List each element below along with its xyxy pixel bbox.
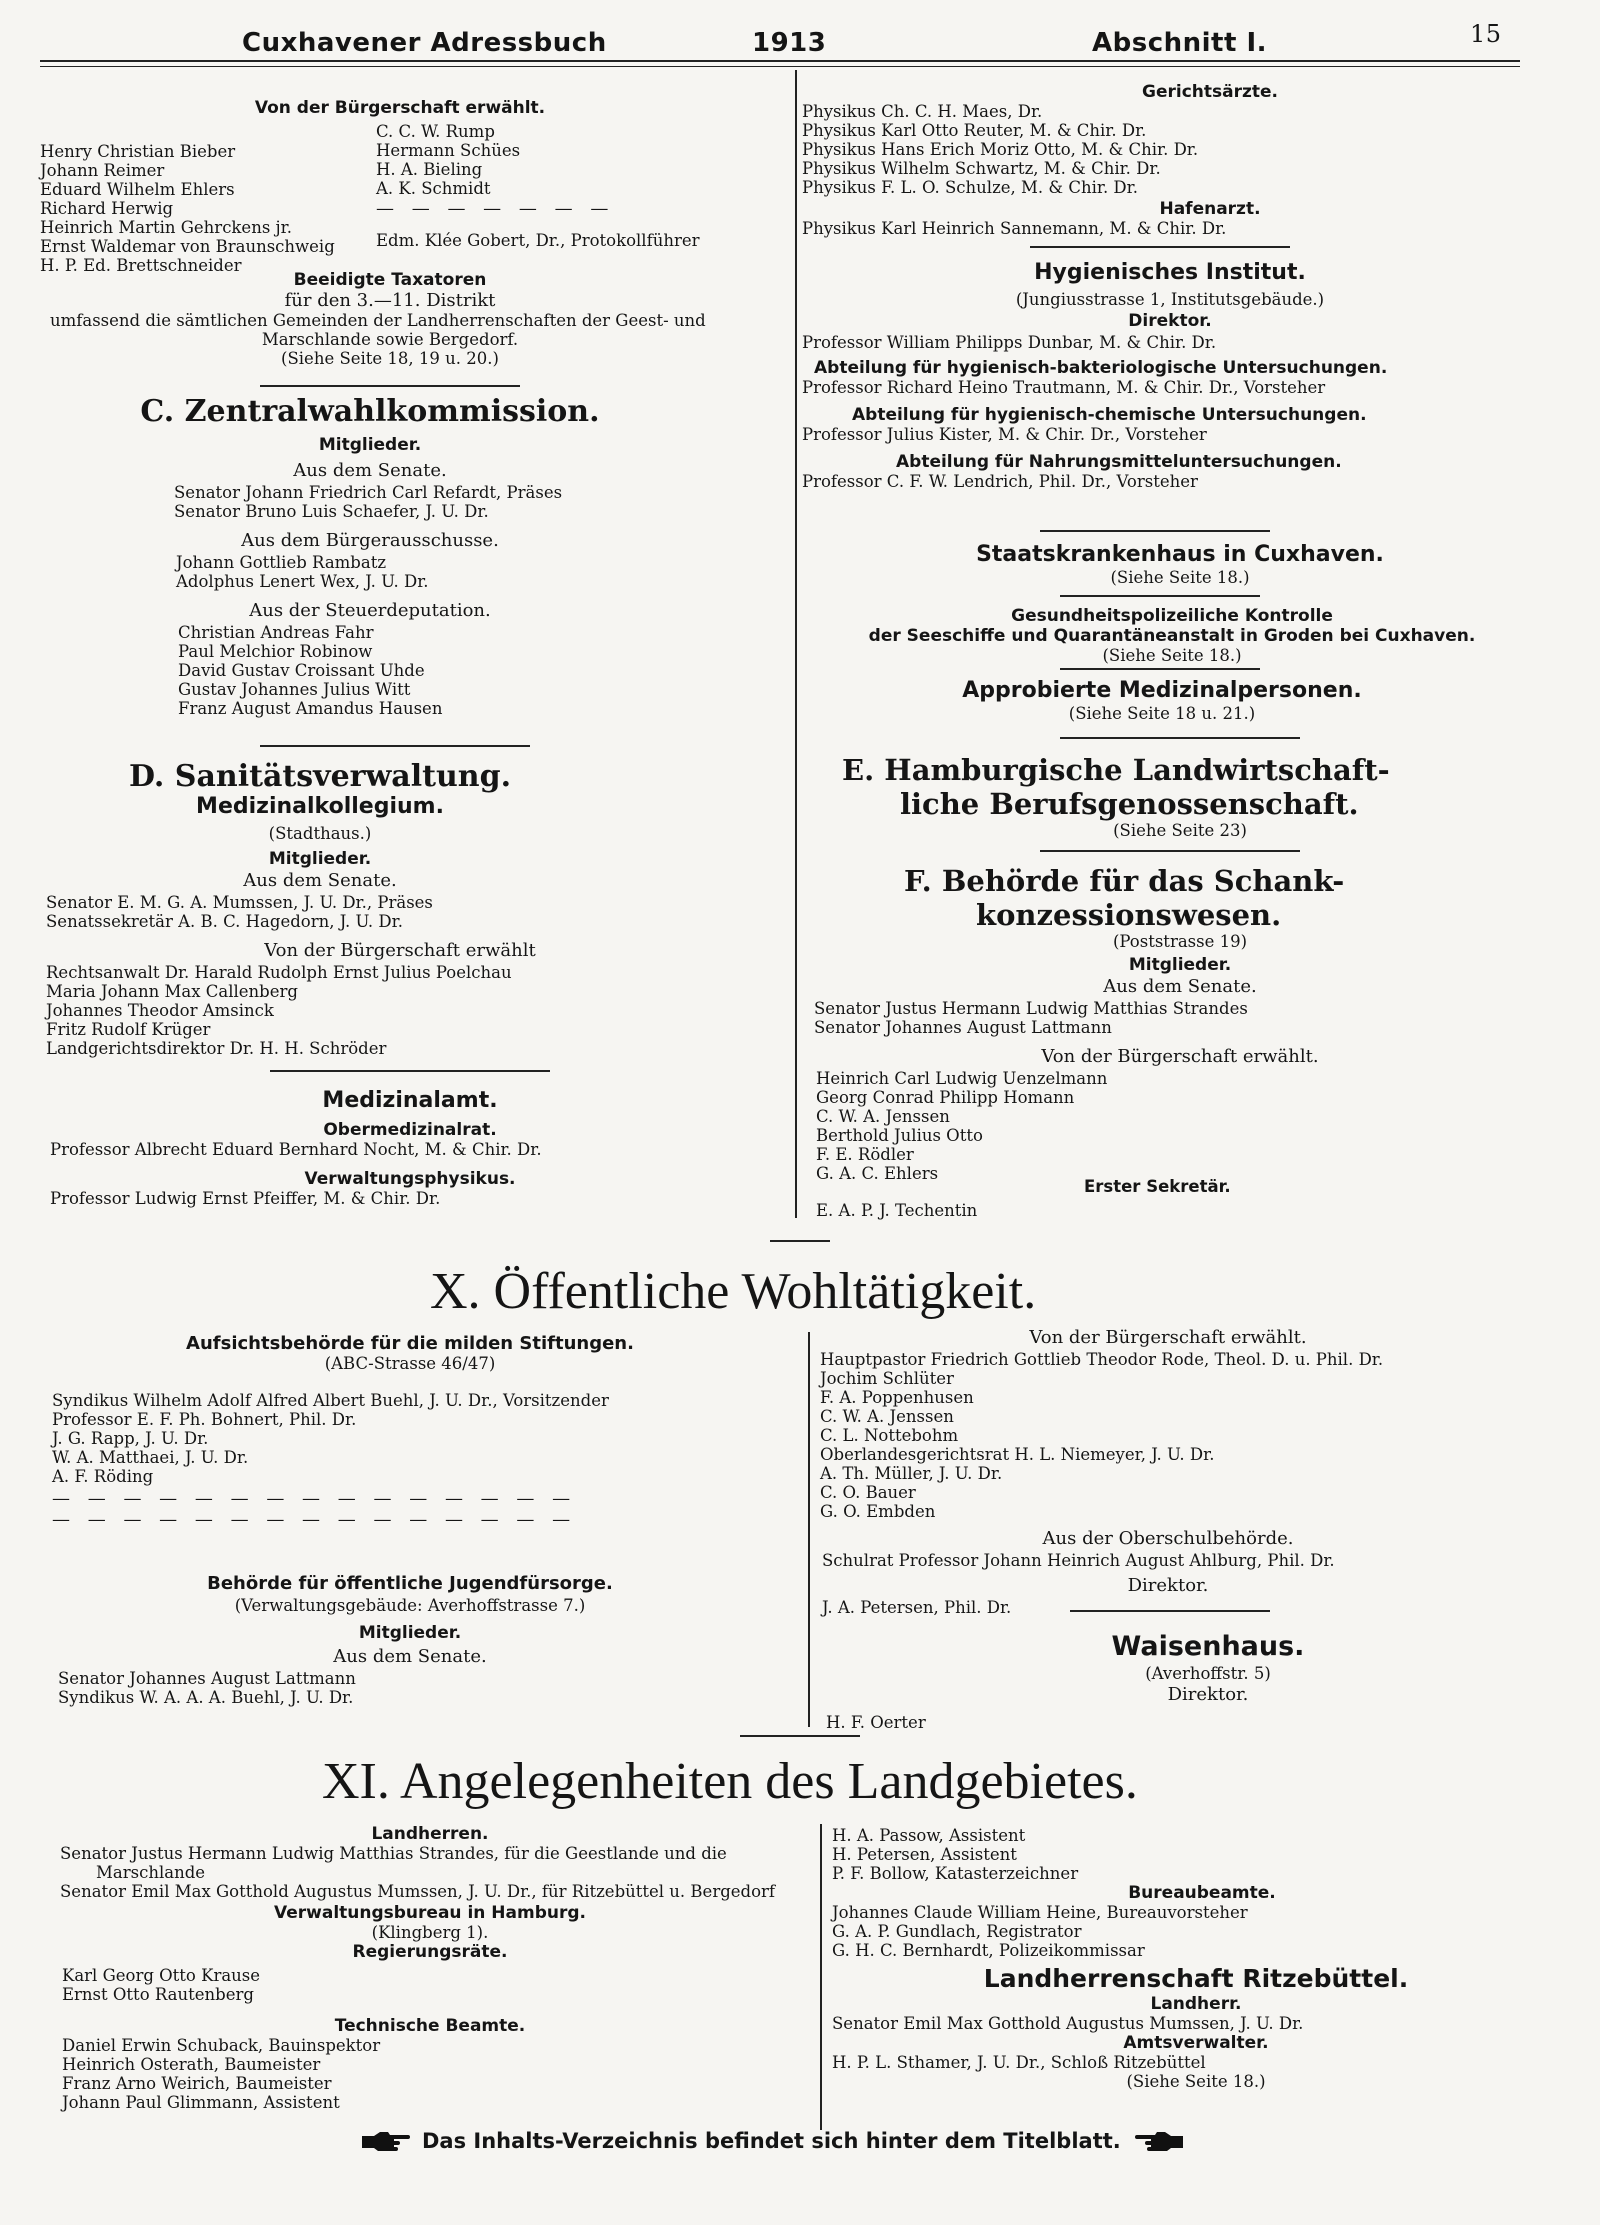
- taxatoren-heading: Beeidigte Taxatoren: [293, 270, 487, 290]
- section-x-bs-heading: Von der Bürgerschaft erwählt.: [1029, 1327, 1307, 1348]
- waisenhaus-block: [818, 1630, 1558, 1732]
- section-f-senate-heading: Aus dem Senate.: [1103, 976, 1257, 997]
- aufsicht-heading: Aufsichtsbehörde für die milden Stiftungen.: [186, 1333, 634, 1354]
- direktor-name: Professor William Philipps Dunbar, M. & Chir. Dr.: [802, 333, 1217, 352]
- list-item: Johannes Claude William Heine, Bureauvorsteher: [832, 1903, 1248, 1922]
- section-f: [800, 864, 1540, 1223]
- list-item: Heinrich Martin Gehrckens jr.: [40, 218, 292, 237]
- list-item: F. A. Poppenhusen: [820, 1388, 974, 1407]
- section-f-mitglieder: Mitglieder.: [1128, 955, 1232, 975]
- section-c-senate-heading: Aus dem Senate.: [293, 460, 447, 481]
- list-item: Physikus Ch. C. H. Maes, Dr.: [802, 102, 1043, 121]
- hafenarzt-name: Physikus Karl Heinrich Sannemann, M. & Chir. Dr.: [802, 219, 1227, 238]
- list-item: G. A. C. Ehlers: [816, 1164, 939, 1183]
- section-rule: [1030, 246, 1290, 248]
- list-item: Paul Melchior Robinow: [178, 642, 373, 661]
- section-d-title: D. Sanitätsverwaltung.: [128, 759, 512, 794]
- section-x-right: [818, 1326, 1558, 1617]
- section-rule: [770, 1240, 830, 1242]
- header-year: 1913: [752, 28, 827, 58]
- header-left: Cuxhavener Adressbuch: [242, 28, 607, 58]
- section-f-address: (Poststrasse 19): [1112, 932, 1248, 951]
- section-f-title-2: konzessionswesen.: [976, 898, 1282, 932]
- amtsverwalter-ref: (Siehe Seite 18.): [1126, 2072, 1266, 2091]
- section-e: [800, 753, 1540, 840]
- amtsverwalter-heading: Amtsverwalter.: [1123, 2033, 1269, 2053]
- taxatoren-ref: (Siehe Seite 18, 19 u. 20.): [281, 349, 499, 368]
- verwaltungsphysikus-heading: Verwaltungsphysikus.: [304, 1169, 516, 1189]
- list-item: Hauptpastor Friedrich Gottlieb Theodor Rode, Theol. D. u. Phil. Dr.: [820, 1350, 1384, 1369]
- landherr-1-a: Senator Justus Hermann Ludwig Matthias Strandes, für die Geestlande und die: [60, 1844, 727, 1863]
- abteilung-chemie-name: Professor Julius Kister, M. & Chir. Dr., Vorsteher: [802, 425, 1207, 444]
- ritzebuettel-heading: Landherrenschaft Ritzebüttel.: [983, 1964, 1409, 1993]
- section-d-bs-heading: Von der Bürgerschaft erwählt: [264, 940, 536, 961]
- list-item: Christian Andreas Fahr: [178, 623, 374, 642]
- list-item: Landgerichtsdirektor Dr. H. H. Schröder: [46, 1039, 387, 1058]
- list-item: A. Th. Müller, J. U. Dr.: [820, 1464, 1003, 1483]
- section-d: [40, 760, 780, 1058]
- section-e-title-1: E. Hamburgische Landwirtschaft-: [842, 753, 1390, 787]
- kontrolle-block: [800, 606, 1540, 665]
- section-c-ba-heading: Aus dem Bürgerausschusse.: [241, 530, 499, 551]
- abteilung-nahrung-heading: Abteilung für Nahrungsmitteluntersuchungen.: [896, 452, 1342, 472]
- list-item: Senator Bruno Luis Schaefer, J. U. Dr.: [174, 502, 489, 521]
- verwaltungsbureau-address: (Klingberg 1).: [371, 1923, 489, 1942]
- kontrolle-heading-1: Gesundheitspolizeiliche Kontrolle: [1011, 606, 1333, 626]
- names-list-a: [40, 142, 335, 275]
- waisenhaus-direktor-heading: Direktor.: [1167, 1684, 1249, 1705]
- bureaubeamte-heading: Bureaubeamte.: [1128, 1883, 1276, 1903]
- list-item: Adolphus Lenert Wex, J. U. Dr.: [176, 572, 429, 591]
- list-item: C. W. A. Jenssen: [820, 1407, 954, 1426]
- right-top-block: [800, 82, 1540, 238]
- list-item: Franz Arno Weirich, Baumeister: [62, 2074, 332, 2093]
- list-item: Senatssekretär A. B. C. Hagedorn, J. U. Dr.: [46, 912, 403, 931]
- list-item: H. A. Passow, Assistent: [832, 1826, 1026, 1845]
- section-rule: [260, 745, 530, 747]
- kontrolle-ref: (Siehe Seite 18.): [1102, 646, 1242, 665]
- left-top-block: [40, 98, 780, 368]
- taxatoren-sub: für den 3.—11. Distrikt: [284, 290, 496, 311]
- medizinalpersonen-block: [800, 678, 1540, 723]
- section-c-sd-heading: Aus der Steuerdeputation.: [249, 600, 491, 621]
- section-d-stadthaus: (Stadthaus.): [268, 824, 372, 843]
- list-item: H. A. Bieling: [376, 160, 483, 179]
- landherr-1-b: Marschlande: [96, 1863, 206, 1882]
- erster-sekretaer-name: E. A. P. J. Techentin: [816, 1201, 978, 1220]
- abteilung-nahrung-name: Professor C. F. W. Lendrich, Phil. Dr., Vorsteher: [802, 472, 1198, 491]
- direktor-heading: Direktor.: [1128, 311, 1212, 331]
- dash-line: — — — — — — — — — — — — — — —: [52, 1488, 577, 1509]
- list-item: Johannes Theodor Amsinck: [46, 1001, 274, 1020]
- list-item: A. F. Röding: [52, 1467, 154, 1486]
- jugendfuersorge-senate-heading: Aus dem Senate.: [333, 1646, 487, 1667]
- section-f-title-1: F. Behörde für das Schank-: [904, 864, 1345, 898]
- aufsicht-address: (ABC-Strasse 46/47): [324, 1354, 496, 1373]
- landherr-name: Senator Emil Max Gotthold Augustus Mumssen, J. U. Dr.: [832, 2014, 1304, 2033]
- section-xi-right: [832, 1826, 1552, 2091]
- section-c: [40, 395, 780, 718]
- landherren-heading: Landherren.: [371, 1824, 489, 1844]
- list-item: Syndikus W. A. A. A. Buehl, J. U. Dr.: [58, 1688, 354, 1707]
- section-rule: [1070, 1610, 1270, 1612]
- jugendfuersorge-block: [40, 1574, 800, 1707]
- direktor-heading: Direktor.: [1127, 1575, 1209, 1596]
- names-list-b: [376, 122, 699, 250]
- taxatoren-desc-2: Marschlande sowie Bergedorf.: [261, 330, 519, 349]
- waisenhaus-heading: Waisenhaus.: [1111, 1631, 1305, 1662]
- section-rule: [740, 1735, 860, 1737]
- section-e-ref: (Siehe Seite 23): [1113, 821, 1247, 840]
- protokollfuehrer: Edm. Klée Gobert, Dr., Protokollführer: [376, 231, 700, 250]
- verwaltungsbureau-heading: Verwaltungsbureau in Hamburg.: [274, 1903, 586, 1923]
- section-c-mitglieder: Mitglieder.: [318, 435, 422, 455]
- footer-text: Das Inhalts-Verzeichnis befindet sich hinter dem Titelblatt.: [422, 2129, 1121, 2153]
- kontrolle-heading-2: der Seeschiffe und Quarantäneanstalt in Groden bei Cuxhaven.: [868, 626, 1476, 646]
- hafenarzt-heading: Hafenarzt.: [1159, 199, 1261, 219]
- obermedizinalrat-heading: Obermedizinalrat.: [323, 1120, 497, 1140]
- section-e-title-2: liche Berufsgenossenschaft.: [900, 787, 1359, 821]
- column-divider: [795, 70, 797, 1218]
- section-xi-left: [40, 1824, 820, 2112]
- list-item: Johann Gottlieb Rambatz: [176, 553, 387, 572]
- hygiene-heading: Hygienisches Institut.: [1034, 260, 1306, 285]
- section-rule: [260, 385, 520, 387]
- column-divider: [820, 1824, 822, 2130]
- verwaltungsphysikus-name: Professor Ludwig Ernst Pfeiffer, M. & Chir. Dr.: [50, 1189, 441, 1208]
- list-item: David Gustav Croissant Uhde: [178, 661, 425, 680]
- landherr-2: Senator Emil Max Gotthold Augustus Mumssen, J. U. Dr., für Ritzebüttel u. Bergedorf: [60, 1882, 776, 1901]
- list-item: Heinrich Carl Ludwig Uenzelmann: [816, 1069, 1108, 1088]
- pointing-hand-left-icon: [1135, 2128, 1185, 2154]
- waisenhaus-address: (Averhoffstr. 5): [1145, 1664, 1271, 1683]
- section-rule: [270, 1070, 550, 1072]
- technische-beamte-heading: Technische Beamte.: [334, 2016, 526, 2036]
- section-d-senate-heading: Aus dem Senate.: [243, 870, 397, 891]
- list-item: Maria Johann Max Callenberg: [46, 982, 298, 1001]
- list-item: Johann Reimer: [40, 161, 165, 180]
- list-item: Jochim Schlüter: [820, 1369, 954, 1388]
- staatskrankenhaus-ref: (Siehe Seite 18.): [1110, 568, 1250, 587]
- amtsverwalter-name: H. P. L. Sthamer, J. U. Dr., Schloß Ritzebüttel: [832, 2053, 1206, 2072]
- list-item: Physikus Hans Erich Moriz Otto, M. & Chir. Dr.: [802, 140, 1199, 159]
- oberschulbehoerde-heading: Aus der Oberschulbehörde.: [1042, 1528, 1294, 1549]
- header-rule: [40, 60, 1520, 62]
- list-item: Richard Herwig: [40, 199, 174, 218]
- list-item: Henry Christian Bieber: [40, 142, 236, 161]
- dash-line: — — — — — — —: [376, 198, 615, 219]
- list-item: Senator Justus Hermann Ludwig Matthias Strandes: [814, 999, 1248, 1018]
- pointing-hand-right-icon: [360, 2128, 410, 2154]
- section-rule: [1040, 850, 1300, 852]
- section-rule: [1040, 530, 1270, 532]
- dash-line: — — — — — — — — — — — — — — —: [52, 1509, 577, 1530]
- gerichtsaerzte-heading: Gerichtsärzte.: [1142, 82, 1278, 102]
- buergerschaft-heading: Von der Bürgerschaft erwählt.: [254, 98, 546, 118]
- list-item: H. P. Ed. Brettschneider: [40, 256, 242, 275]
- abteilung-chemie-heading: Abteilung für hygienisch-chemische Untersuchungen.: [852, 405, 1367, 425]
- direktor-name: J. A. Petersen, Phil. Dr.: [822, 1598, 1012, 1617]
- list-item: Physikus Wilhelm Schwartz, M. & Chir. Dr.: [802, 159, 1161, 178]
- jugendfuersorge-mitglieder: Mitglieder.: [358, 1623, 462, 1643]
- list-item: Ernst Otto Rautenberg: [62, 1985, 254, 2004]
- list-item: C. W. A. Jenssen: [816, 1107, 950, 1126]
- regierungsraete-heading: Regierungsräte.: [352, 1942, 508, 1962]
- medizinalamt-block: [40, 1088, 780, 1208]
- section-d-mitglieder: Mitglieder.: [268, 849, 372, 869]
- list-item: Fritz Rudolf Krüger: [46, 1020, 211, 1039]
- section-x-left: [40, 1334, 800, 1530]
- section-f-bs-heading: Von der Bürgerschaft erwählt.: [1041, 1046, 1319, 1067]
- taxatoren-desc-1: umfassend die sämtlichen Gemeinden der Landherrenschaften der Geest- und: [50, 311, 706, 330]
- list-item: Franz August Amandus Hausen: [178, 699, 443, 718]
- jugendfuersorge-heading: Behörde für öffentliche Jugendfürsorge.: [207, 1573, 613, 1594]
- abteilung-bakteriologie-name: Professor Richard Heino Trautmann, M. & Chir. Dr., Vorsteher: [802, 378, 1326, 397]
- medizinalpersonen-heading: Approbierte Medizinalpersonen.: [962, 678, 1362, 703]
- list-item: G. O. Embden: [820, 1502, 936, 1521]
- list-item: Berthold Julius Otto: [816, 1126, 983, 1145]
- list-item: C. O. Bauer: [820, 1483, 916, 1502]
- list-item: C. C. W. Rump: [376, 122, 495, 141]
- list-item: Johann Paul Glimmann, Assistent: [62, 2093, 340, 2112]
- erster-sekretaer-heading: Erster Sekretär.: [1084, 1177, 1231, 1196]
- list-item: G. A. P. Gundlach, Registrator: [832, 1922, 1082, 1941]
- list-item: Physikus F. L. O. Schulze, M. & Chir. Dr.: [802, 178, 1138, 197]
- column-divider: [808, 1332, 810, 1727]
- header-right: Abschnitt I.: [1092, 28, 1268, 58]
- section-d-kollegium: Medizinalkollegium.: [196, 794, 444, 819]
- list-item: W. A. Matthaei, J. U. Dr.: [52, 1448, 249, 1467]
- list-item: A. K. Schmidt: [376, 179, 491, 198]
- list-item: Physikus Karl Otto Reuter, M. & Chir. Dr.: [802, 121, 1147, 140]
- hygiene-block: [800, 260, 1540, 491]
- jugendfuersorge-address: (Verwaltungsgebäude: Averhoffstrasse 7.): [234, 1596, 586, 1615]
- header-rule-thin: [40, 66, 1520, 67]
- list-item: J. G. Rapp, J. U. Dr.: [52, 1429, 209, 1448]
- landherr-heading: Landherr.: [1150, 1994, 1242, 2014]
- list-item: Karl Georg Otto Krause: [62, 1966, 261, 1985]
- list-item: H. Petersen, Assistent: [832, 1845, 1017, 1864]
- section-x-title: X. Öffentliche Wohltätigkeit.: [430, 1263, 1037, 1320]
- oberschulbehoerde-name: Schulrat Professor Johann Heinrich August Ahlburg, Phil. Dr.: [822, 1551, 1335, 1570]
- list-item: Syndikus Wilhelm Adolf Alfred Albert Buehl, J. U. Dr., Vorsitzender: [52, 1391, 609, 1410]
- staatskrankenhaus-heading: Staatskrankenhaus in Cuxhaven.: [976, 542, 1384, 567]
- list-item: Eduard Wilhelm Ehlers: [40, 180, 235, 199]
- list-item: Heinrich Osterath, Baumeister: [62, 2055, 321, 2074]
- section-rule: [1060, 595, 1260, 597]
- section-rule: [1060, 668, 1260, 670]
- hygiene-address: (Jungiusstrasse 1, Institutsgebäude.): [1015, 290, 1325, 309]
- list-item: P. F. Bollow, Katasterzeichner: [832, 1864, 1079, 1883]
- list-item: Rechtsanwalt Dr. Harald Rudolph Ernst Julius Poelchau: [46, 963, 512, 982]
- abteilung-bakteriologie-heading: Abteilung für hygienisch-bakteriologische Untersuchungen.: [814, 358, 1388, 378]
- section-rule: [1060, 737, 1300, 739]
- list-item: Senator Johannes August Lattmann: [58, 1669, 356, 1688]
- page-number: 15: [1470, 20, 1502, 48]
- obermedizinalrat-name: Professor Albrecht Eduard Bernhard Nocht, M. & Chir. Dr.: [50, 1140, 542, 1159]
- list-item: Senator E. M. G. A. Mumssen, J. U. Dr., Präses: [46, 893, 433, 912]
- list-item: Senator Johann Friedrich Carl Refardt, Präses: [174, 483, 563, 502]
- list-item: Professor E. F. Ph. Bohnert, Phil. Dr.: [52, 1410, 357, 1429]
- medizinalpersonen-ref: (Siehe Seite 18 u. 21.): [1068, 704, 1256, 723]
- section-xi-title: XI. Angelegenheiten des Landgebietes.: [322, 1753, 1138, 1810]
- list-item: Oberlandesgerichtsrat H. L. Niemeyer, J. U. Dr.: [820, 1445, 1215, 1464]
- medizinalamt-heading: Medizinalamt.: [322, 1088, 498, 1113]
- list-item: Senator Johannes August Lattmann: [814, 1018, 1112, 1037]
- section-c-title: C. Zentralwahlkommission.: [140, 394, 600, 429]
- list-item: C. L. Nottebohm: [820, 1426, 959, 1445]
- footer: [360, 2128, 1280, 2154]
- list-item: Hermann Schües: [376, 141, 521, 160]
- list-item: Georg Conrad Philipp Homann: [816, 1088, 1075, 1107]
- waisenhaus-direktor-name: H. F. Oerter: [826, 1713, 926, 1732]
- list-item: G. H. C. Bernhardt, Polizeikommissar: [832, 1941, 1145, 1960]
- krankenhaus-block: [800, 542, 1540, 587]
- list-item: F. E. Rödler: [816, 1145, 914, 1164]
- list-item: Ernst Waldemar von Braunschweig: [40, 237, 335, 256]
- list-item: Daniel Erwin Schuback, Bauinspektor: [62, 2036, 381, 2055]
- list-item: Gustav Johannes Julius Witt: [178, 680, 411, 699]
